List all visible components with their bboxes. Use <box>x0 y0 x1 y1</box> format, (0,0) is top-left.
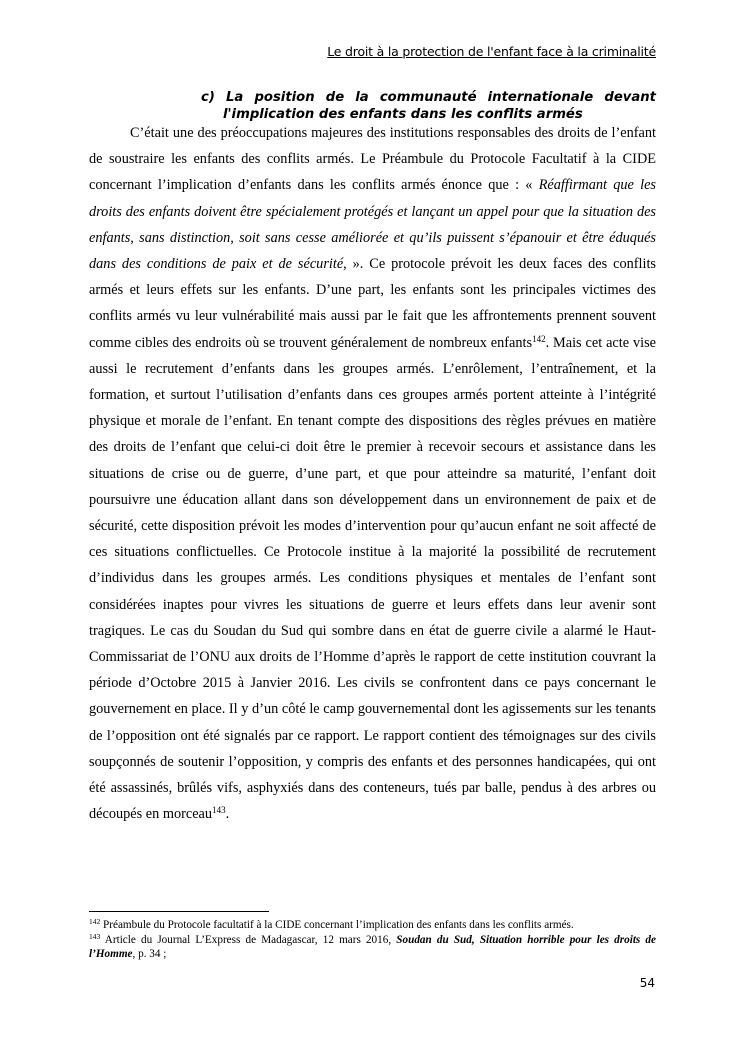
footnote-143 <box>89 933 656 962</box>
body-paragraph <box>89 120 656 827</box>
running-header: Le droit à la protection de l'enfant face à la criminalité <box>327 44 656 59</box>
footnote-text: , p. 34 ; <box>132 948 167 960</box>
footnote-142 <box>89 918 656 933</box>
heading-word: internationale <box>487 90 594 105</box>
preamble-quote: Réaffirmant que les droits des enfants doivent être spécialement protégés et lançant un appel pour que la situation des enfants, sans distinction, soit sans cesse améliorée et qu’ils puissent s’épanouir et être éduqués dans des conditions de paix et de sécurité <box>89 177 656 273</box>
heading-word: devant <box>604 90 656 105</box>
body-text <box>89 120 656 827</box>
section-label: c) <box>201 90 215 105</box>
heading-word: La <box>226 90 244 105</box>
heading-word: la <box>355 90 369 105</box>
section-heading-line-2: l'implication des enfants dans les conflits armés <box>223 107 583 122</box>
paragraph-end: . <box>225 806 230 823</box>
footnote-text: Article du Journal L’Express de Madagascar, 12 mars 2016, <box>100 933 397 946</box>
section-heading <box>201 89 656 123</box>
page-number: 54 <box>639 976 655 990</box>
heading-word: de <box>325 90 345 105</box>
footnote-reference-142[interactable]: 142 <box>532 333 546 344</box>
paragraph-text: , ». Ce protocole prévoit les deux faces des conflits armés et leurs effets sur les enfants. D’une part, les enfants sont les principales victimes des conflits armés vu leur vulnérabilité mais aussi par le fait que les affrontements prennent souvent comme cibles des endroits où se trouvent généralement de nombreux enfants <box>89 256 656 351</box>
footnote-number: 142 <box>89 917 101 926</box>
footnote-number: 143 <box>89 931 101 941</box>
footnote-separator <box>89 911 269 912</box>
footnotes <box>89 918 656 962</box>
heading-word: position <box>254 90 315 105</box>
paragraph-text: . Mais cet acte vise aussi le recrutement d’enfants dans les groupes armés. L’enrôlement, l’entraînement, et la formation, et surtout l’utilisation d’enfants dans ces groupes armés portent atteinte à l’intégrité physique et morale de l’enfant. En tenant compte des dispositions des règles prévues en matière des droits de l’enfant que celui-ci doit être le premier à recevoir secours et assistance dans les situations de crise ou de guerre, d’une part, et que pour atteindre sa maturité, l’enfant doit poursuivre une éducation allant dans son développement dans un environnement de paix et de sécurité, cette disposition prévoit les modes d’intervention pour qu’aucun enfant ne soit affecté de ces situations conflictuelles. Ce Protocole institue à la majorité la possibilité de recrutement d’individus dans les groupes armés. Les conditions physiques et mentales de l’enfant sont considérées inaptes pour vivres les situations de guerre et leurs effets dans leur avenir sont tragiques. Le cas du Soudan du Sud qui sombre dans en état de guerre civile a alarmé le Haut- Commissariat de l’ONU aux droits de l’Homme d’après le rapport de cette institution couvrant la période d’Octobre 2015 à Janvier 2016. Les civils se confrontent dans ce pays concernant le gouvernement en place. Il y d’un côté le camp gouvernemental dont les agissements sur les tenants de l’opposition ont été signalés par ce rapport. Le rapport contient des témoignages sur des civils soupçonnés de soutenir l’opposition, y compris des enfants et des personnes handicapées, qui ont été assassinés, brûlés vifs, asphyxiés dans des conteneurs, tués par balle, pendus à des arbres ou découpés en morceau <box>89 334 656 823</box>
heading-word: communauté <box>379 90 477 105</box>
paragraph-intro: C’était une des préoccupations majeures des institutions responsables des droits de l’enfant de soustraire les enfants des conflits armés. Le Préambule du Protocole Facultatif à la CIDE concernant l’implication d’enfants dans les conflits armés énonce que : « <box>89 125 656 194</box>
footnote-reference-143[interactable]: 143 <box>212 805 226 816</box>
article-title: Soudan du Sud, Situation horrible pour les droits de l’Homme <box>89 933 656 960</box>
footnote-text: Préambule du Protocole facultatif à la CIDE concernant l’implication des enfants dans les conflits armés. <box>100 919 574 931</box>
section-heading-line-1 <box>201 89 656 106</box>
